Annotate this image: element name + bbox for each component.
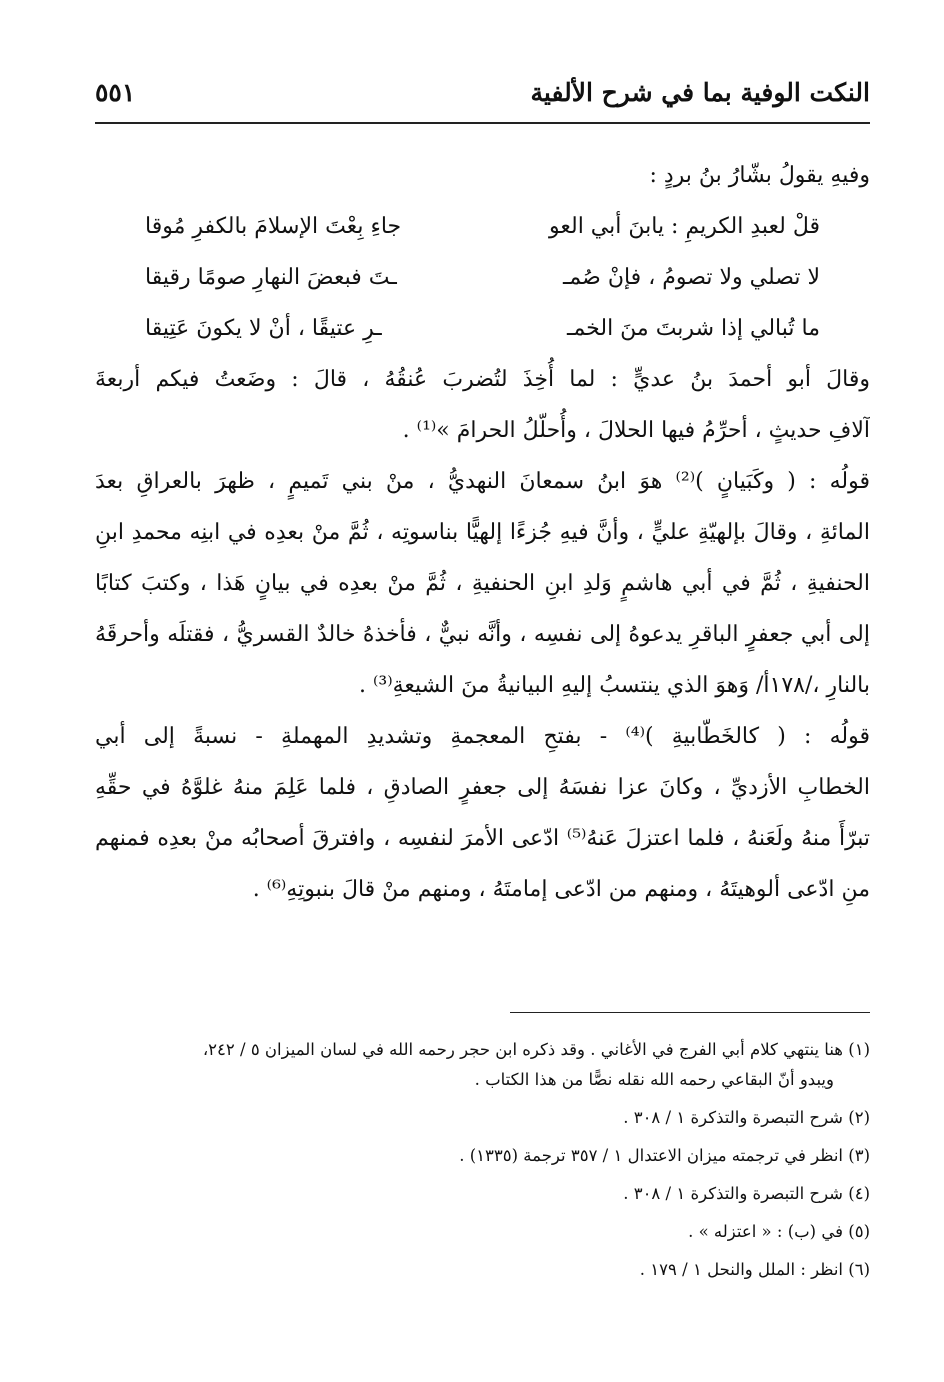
text-line: وقالَ أبو أحمدَ بنُ عديٍّ : لما أُخِذَ لتُضربَ عُنقُهُ ، قالَ : وضَعتُ فيكم أربعةَ (95, 367, 870, 392)
poem-verse (95, 303, 870, 354)
book-title: النكت الوفية بما في شرح الألفية (530, 78, 870, 107)
text-line: تبرّأَ منهُ ولَعَنهُ ، فلما اعتزلَ عَنهُ⁽⁵⁾ ادّعى الأمرَ لنفسِه ، وافترقَ أصحابُه منْ بعدِه فمنهم (95, 826, 870, 851)
text-line: بالنارِ ،/١٧٨أ/ وَهوَ الذي ينتسبُ إليهِ البيانيةُ منَ الشيعةِ⁽³⁾ . (359, 673, 870, 698)
footnote: (٥) في (ب) : « اعتزله » . (688, 1222, 870, 1241)
text-line: منِ ادّعى ألوهيتَهُ ، ومنهم من ادّعى إمامتَهُ ، ومنهم منْ قالَ بنبوتِهِ⁽⁶⁾ . (252, 877, 870, 902)
verse-second-hemistich: جاءِ بِعْتَ الإسلامَ بالكفرِ مُوقا (145, 214, 402, 239)
intro-line: وفيهِ يقولُ بشّارُ بنُ بردٍ : (649, 163, 870, 188)
verse-first-hemistich: لا تصلي ولا تصومُ ، فإنْ صُمـ (562, 265, 820, 290)
running-header (95, 72, 870, 124)
footnote: (٤) شرح التبصرة والتذكرة ١ / ٣٠٨ . (623, 1184, 870, 1203)
text-line: المائةِ ، وقالَ بإلهيّةِ عليٍّ ، وأنَّ فيهِ جُزءًا إلهيًّا بناسوتِه ، ثُمَّ منْ بعدِه في ابنِه محمدِ ابنِ (95, 520, 870, 545)
verse-second-hemistich: ـرِ عتيقًا ، أنْ لا يكونَ عَتِيقا (145, 316, 382, 341)
footnote: (٦) انظر : الملل والنحل ١ / ١٧٩ . (639, 1260, 870, 1279)
main-text (95, 150, 870, 915)
text-line: آلافِ حديثٍ ، أحرِّمُ فيها الحلالَ ، وأُحلّلُ الحرامَ »⁽¹⁾ . (402, 418, 870, 443)
verse-first-hemistich: ما تُبالي إذا شربتَ منَ الخمـ (567, 316, 820, 341)
page-number: ٥٥١ (95, 78, 136, 107)
text-line: قولُه : ( وكَبَيانٍ )⁽²⁾ هوَ ابنُ سمعانَ النهديُّ ، منْ بني تَميمٍ ، ظهرَ بالعراقِ بعدَ (95, 469, 870, 494)
text-line: قولُه : ( كالخَطّابيةِ )⁽⁴⁾ - بفتحِ المعجمةِ وتشديدِ المهملةِ - نسبةً إلى أبي (95, 724, 870, 749)
footnote: (٣) انظر في ترجمته ميزان الاعتدال ١ / ٣٥٧ ترجمة (١٣٣٥) . (459, 1146, 870, 1165)
text-line: إلى أبي جعفرٍ الباقرِ يدعوهُ إلى نفسِه ، وأنَّه نبيٌّ ، فأخذهُ خالدٌ القسريُّ ، فقتلَه وأحرقَهُ (95, 622, 870, 647)
footnote: (١) هنا ينتهي كلام أبي الفرج في الأغاني . وقد ذكره ابن حجر رحمه الله في لسان الميزان ٥ / ٢٤٢، (202, 1040, 870, 1059)
footnotes (95, 1035, 870, 1285)
text-line: الخطابِ الأزديِّ ، وكانَ عزا نفسَهُ إلى جعفرٍ الصادقِ ، فلما عَلِمَ منهُ غلوَّهُ في حقِّهِ (95, 775, 870, 800)
footnote: (٢) شرح التبصرة والتذكرة ١ / ٣٠٨ . (623, 1108, 870, 1127)
footnote-separator (510, 1012, 870, 1013)
verse-second-hemistich: ـتَ فبعضَ النهارِ صومًا رقيقا (145, 265, 397, 290)
text-line: الحنفيةِ ، ثُمَّ في أبي هاشمٍ وَلدِ ابنِ الحنفيةِ ، ثُمَّ منْ بعدِه في بيانٍ هَذا ، وكتبَ كتابًا (95, 571, 870, 596)
footnote-continuation: ويبدو أنّ البقاعي رحمه الله نقله نصًّا من هذا الكتاب . (474, 1070, 834, 1089)
verse-first-hemistich: قلْ لعبدِ الكريمِ : يابنَ أبي العو (549, 214, 820, 239)
poem-verse (95, 252, 870, 303)
poem-verse (95, 201, 870, 252)
